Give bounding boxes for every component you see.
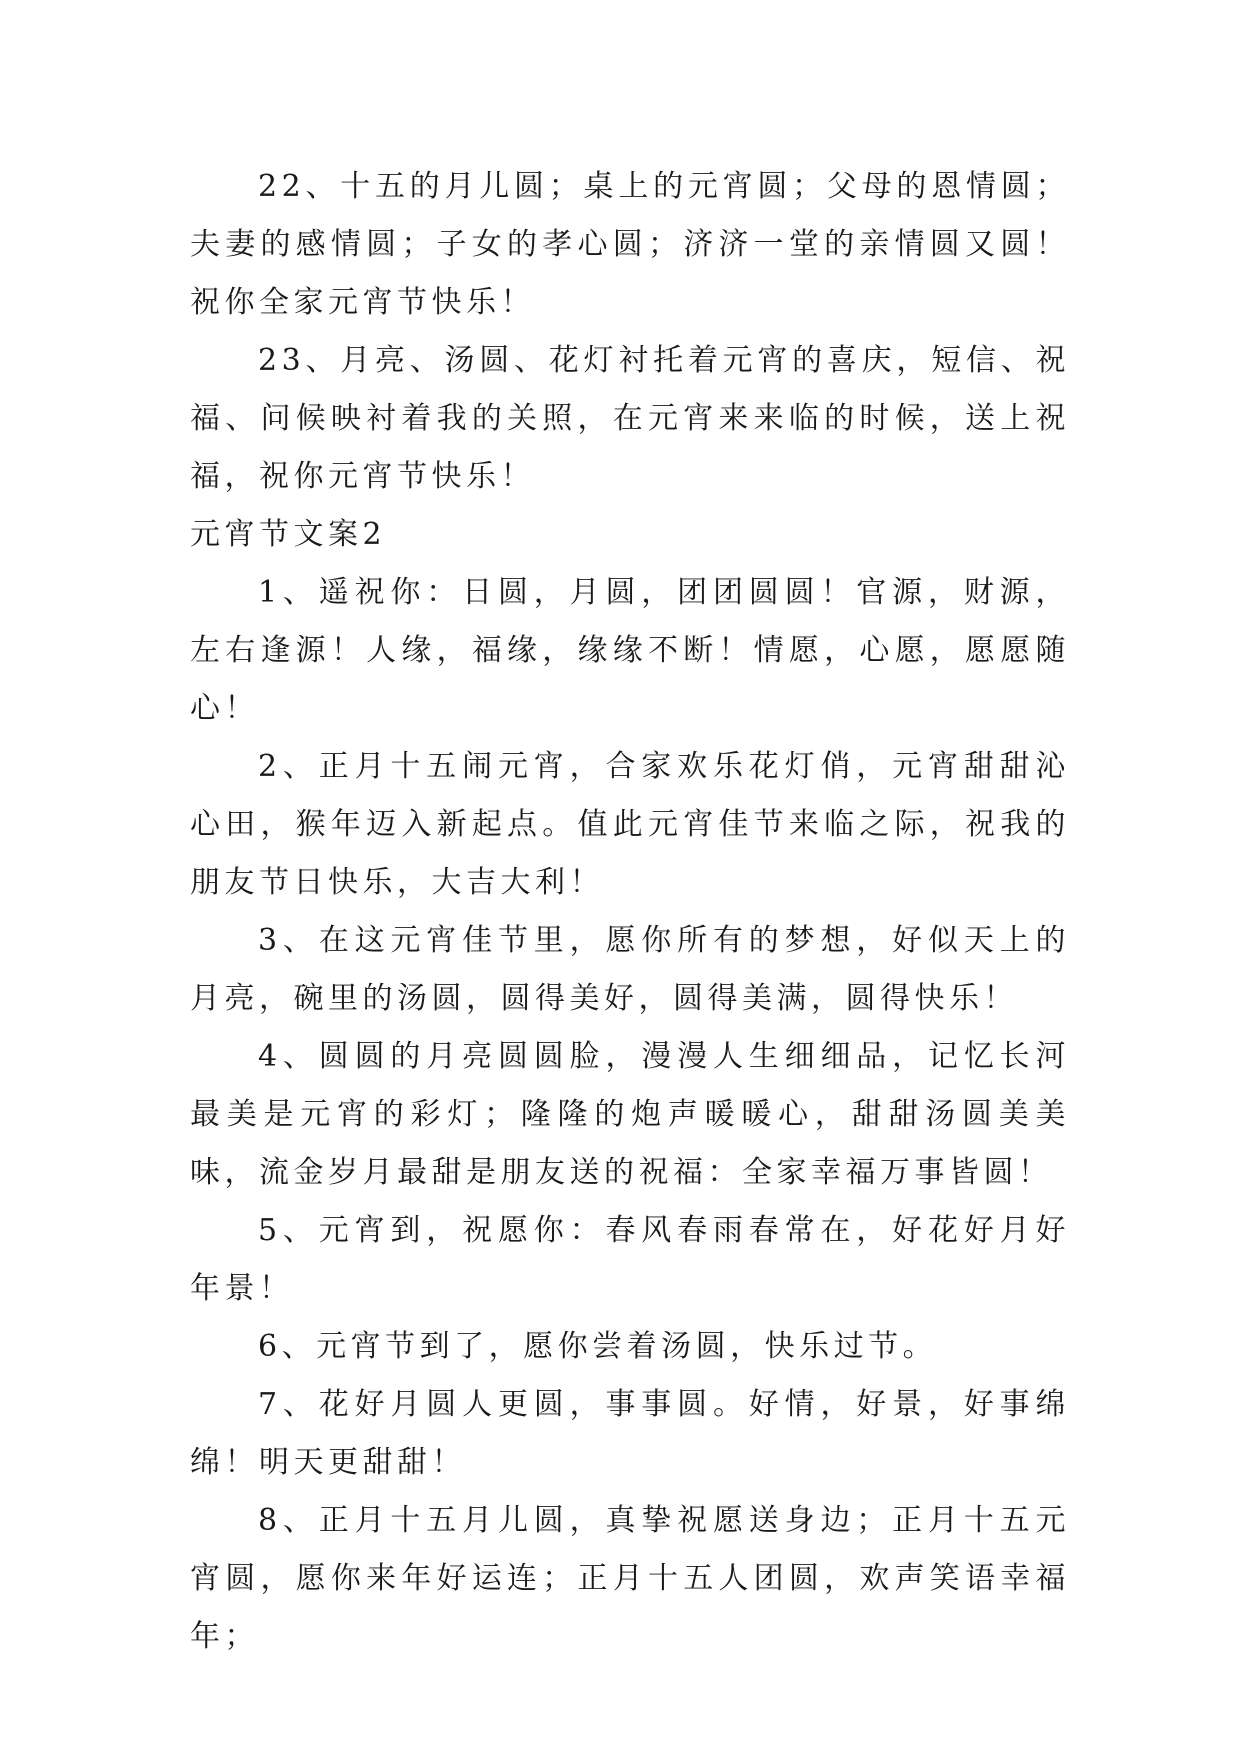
document-body (190, 158, 1070, 1666)
paragraph-22: 22、十五的月儿圆；桌上的元宵圆；父母的恩情圆；夫妻的感情圆；子女的孝心圆；济济一堂的亲情圆又圆！祝你全家元宵节快乐！ (190, 169, 1070, 320)
paragraph-1: 1、遥祝你：日圆，月圆，团团圆圆！官源，财源，左右逢源！人缘，福缘，缘缘不断！情愿，心愿，愿愿随心！ (190, 575, 1070, 726)
paragraph-5: 5、元宵到，祝愿你：春风春雨春常在，好花好月好年景！ (190, 1213, 1070, 1306)
paragraph-7: 7、花好月圆人更圆，事事圆。好情，好景，好事绵绵！明天更甜甜！ (190, 1387, 1070, 1480)
paragraph-23: 23、月亮、汤圆、花灯衬托着元宵的喜庆，短信、祝福、问候映衬着我的关照，在元宵来来临的时候，送上祝福，祝你元宵节快乐！ (190, 343, 1070, 494)
paragraph-3: 3、在这元宵佳节里，愿你所有的梦想，好似天上的月亮，碗里的汤圆，圆得美好，圆得美满，圆得快乐！ (190, 923, 1070, 1016)
paragraph-4: 4、圆圆的月亮圆圆脸，漫漫人生细细品，记忆长河最美是元宵的彩灯；隆隆的炮声暖暖心，甜甜汤圆美美味，流金岁月最甜是朋友送的祝福：全家幸福万事皆圆！ (190, 1039, 1070, 1190)
paragraph-2: 2、正月十五闹元宵，合家欢乐花灯俏，元宵甜甜沁心田，猴年迈入新起点。值此元宵佳节来临之际，祝我的朋友节日快乐，大吉大利！ (190, 749, 1070, 900)
section-heading: 元宵节文案2 (190, 517, 387, 552)
paragraph-8: 8、正月十五月儿圆，真挚祝愿送身边；正月十五元宵圆，愿你来年好运连；正月十五人团圆，欢声笑语幸福年； (190, 1503, 1070, 1654)
paragraph-6: 6、元宵节到了，愿你尝着汤圆，快乐过节。 (258, 1329, 938, 1364)
